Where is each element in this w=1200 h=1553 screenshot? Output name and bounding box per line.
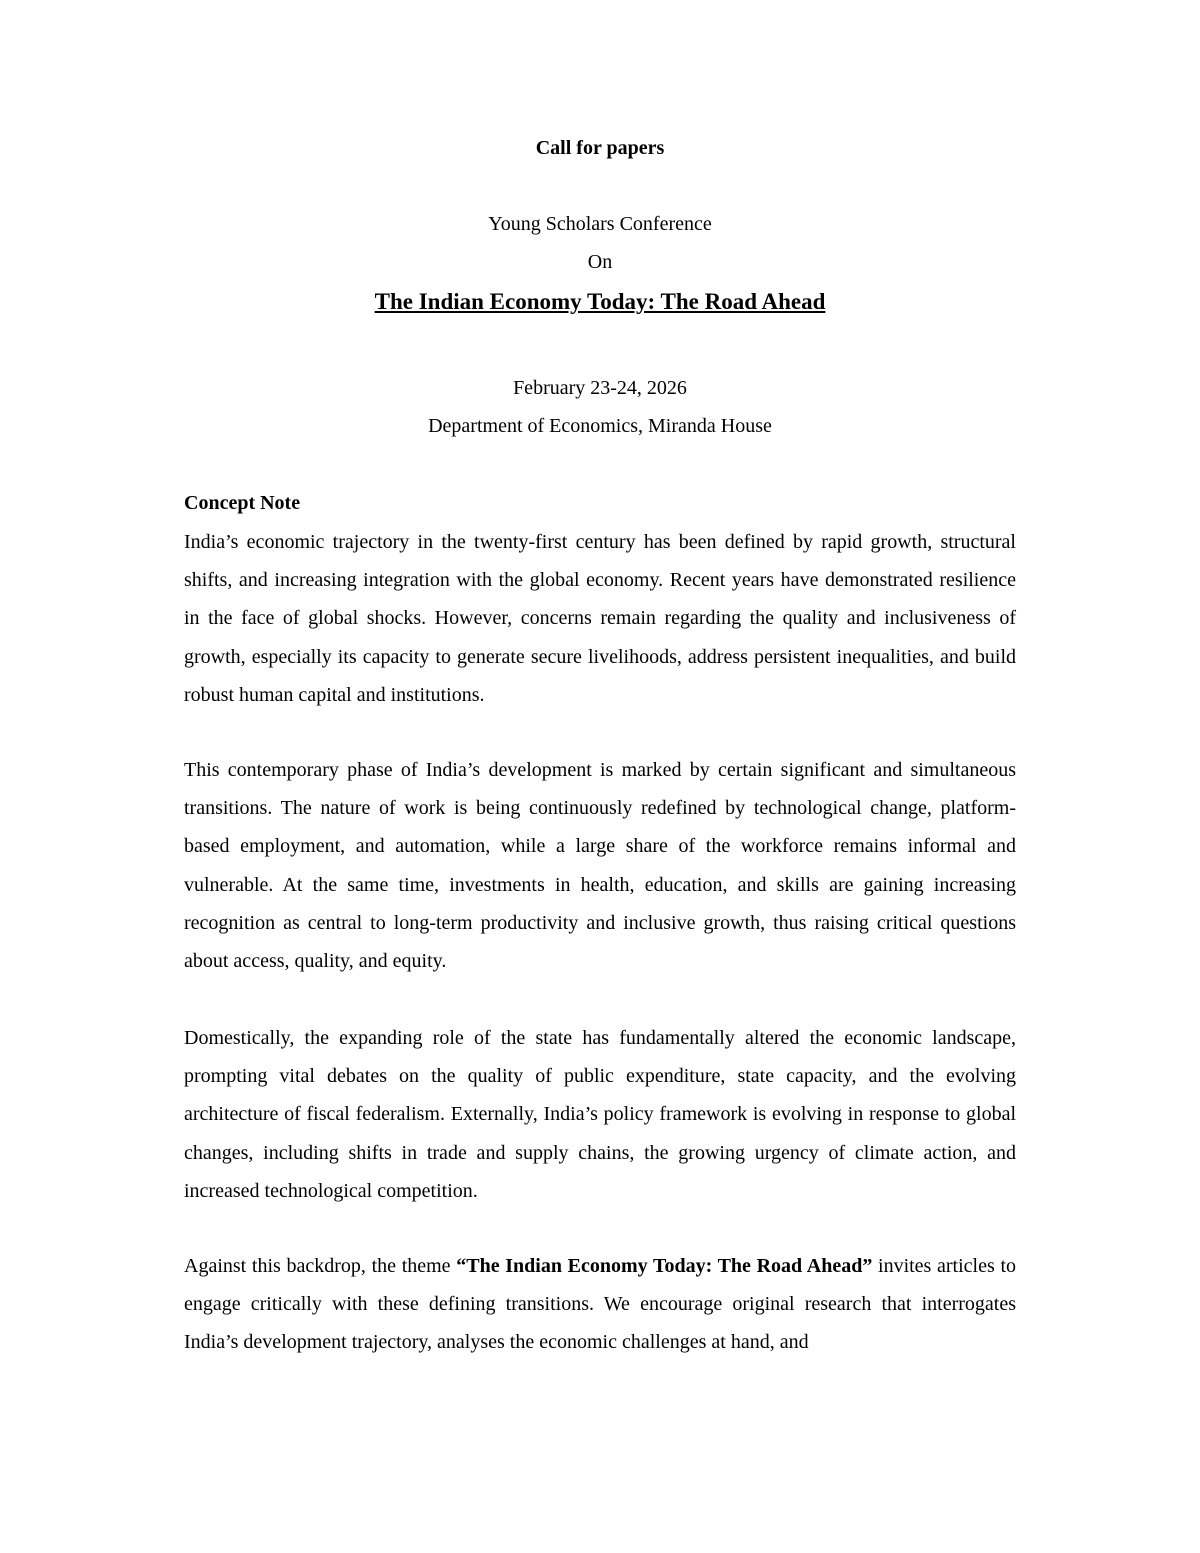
theme-quote: “The Indian Economy Today: The Road Ahead” — [456, 1255, 873, 1277]
paragraph-4-body: invites articles to engage critically with these defining transitions. We encourage original research that interrogates India’s development trajectory, analyses the economic challenges at hand, and — [184, 1255, 1017, 1354]
conference-name: Young Scholars Conference — [488, 213, 712, 235]
call-for-papers-heading: Call for papers — [535, 137, 665, 159]
concept-paragraph-3: Domestically, the expanding role of the state has fundamentally altered the economic landscape, prompting vital debates on the quality of public expenditure, state capacity, and the evolving architecture of fiscal federalism. Externally, India’s policy framework is evolving in response to global changes, including shifts in trade and supply chains, the growing urgency of climate action, and increased technological competition. — [184, 1027, 1016, 1202]
on-text: On — [587, 251, 613, 273]
conference-date: February 23-24, 2026 — [513, 377, 687, 399]
concept-paragraph-1: India’s economic trajectory in the twenty-first century has been defined by rapid growth, structural shifts, and increasing integration with the global economy. Recent years have demonstrated resilience in the face of global shocks. However, concerns remain regarding the quality and inclusiveness of growth, especially its capacity to generate secure livelihoods, address persistent inequalities, and build robust human capital and institutions. — [184, 531, 1016, 706]
concept-paragraph-2: This contemporary phase of India’s development is marked by certain significant and simultaneous transitions. The nature of work is being continuously redefined by technological change, platform-based employment, and automation, while a large share of the workforce remains informal and vulnerable. At the same time, investments in health, education, and skills are gaining increasing recognition as central to long-term productivity and inclusive growth, thus raising critical questions about access, quality, and equity. — [184, 759, 1016, 973]
conference-title: The Indian Economy Today: The Road Ahead — [374, 289, 826, 314]
host-department: Department of Economics, Miranda House — [428, 415, 772, 437]
concept-note-heading: Concept Note — [184, 492, 301, 514]
concept-paragraph-4 — [184, 1247, 1016, 1362]
paragraph-4-intro: Against this backdrop, the theme — [184, 1255, 457, 1277]
